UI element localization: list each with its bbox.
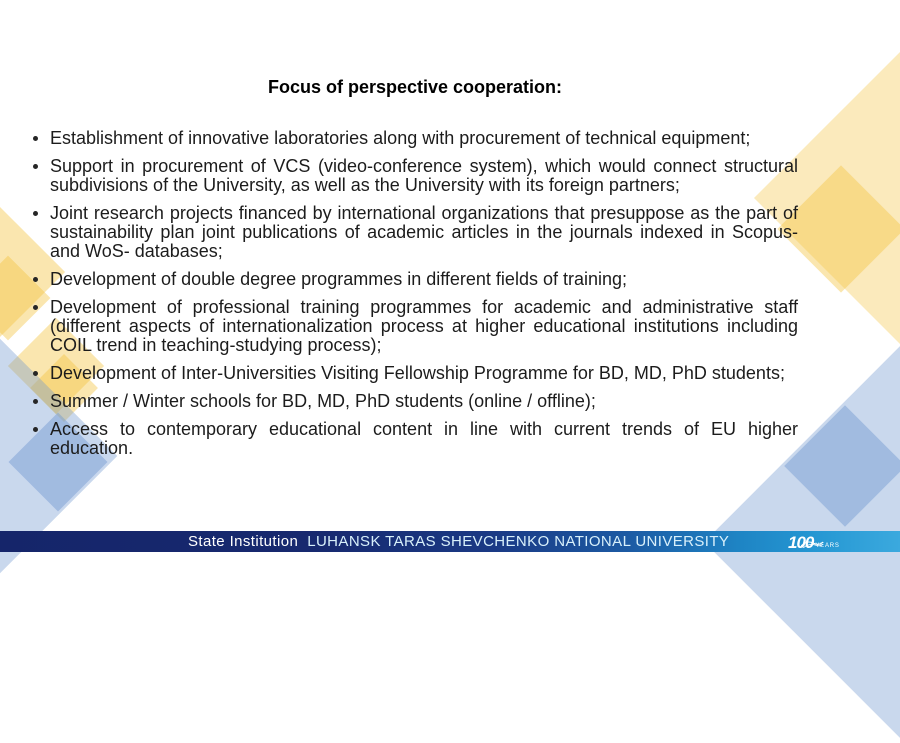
bullet-item: Development of Inter-Universities Visiting Fellowship Programme for BD, MD, PhD students; <box>30 364 798 383</box>
100-years-logo <box>788 532 840 551</box>
wave-icon <box>801 540 823 548</box>
institution-prefix: State Institution <box>188 533 299 550</box>
bullet-item: Summer / Winter schools for BD, MD, PhD students (online / offline); <box>30 392 798 411</box>
footer-text <box>188 533 729 550</box>
university-name: LUHANSK TARAS SHEVCHENKO NATIONAL UNIVERSITY <box>307 533 730 550</box>
bullet-item: Support in procurement of VCS (video-conference system), which would connect structural subdivisions of the University, as well as the University with its foreign partners; <box>30 157 798 195</box>
bullet-item: Development of professional training programmes for academic and administrative staff (different aspects of internationalization process at higher educational institutions including COIL trend in teaching-studying process); <box>30 298 798 355</box>
logo-number: 100 <box>788 533 814 552</box>
slide-title: Focus of perspective cooperation: <box>267 77 563 97</box>
bullet-item: Development of double degree programmes in different fields of training; <box>30 270 798 289</box>
bullet-list <box>30 129 798 467</box>
logo-caption: YEARS <box>815 543 840 549</box>
bullet-item: Establishment of innovative laboratories along with procurement of technical equipment; <box>30 129 798 148</box>
footer-bar <box>0 531 900 552</box>
bullet-item: Joint research projects financed by international organizations that presuppose as the part of sustainability plan joint publications of academic articles in the journals indexed in Scopus- and WoS- databases; <box>30 204 798 261</box>
bullet-item: Access to contemporary educational content in line with current trends of EU higher education. <box>30 420 798 458</box>
